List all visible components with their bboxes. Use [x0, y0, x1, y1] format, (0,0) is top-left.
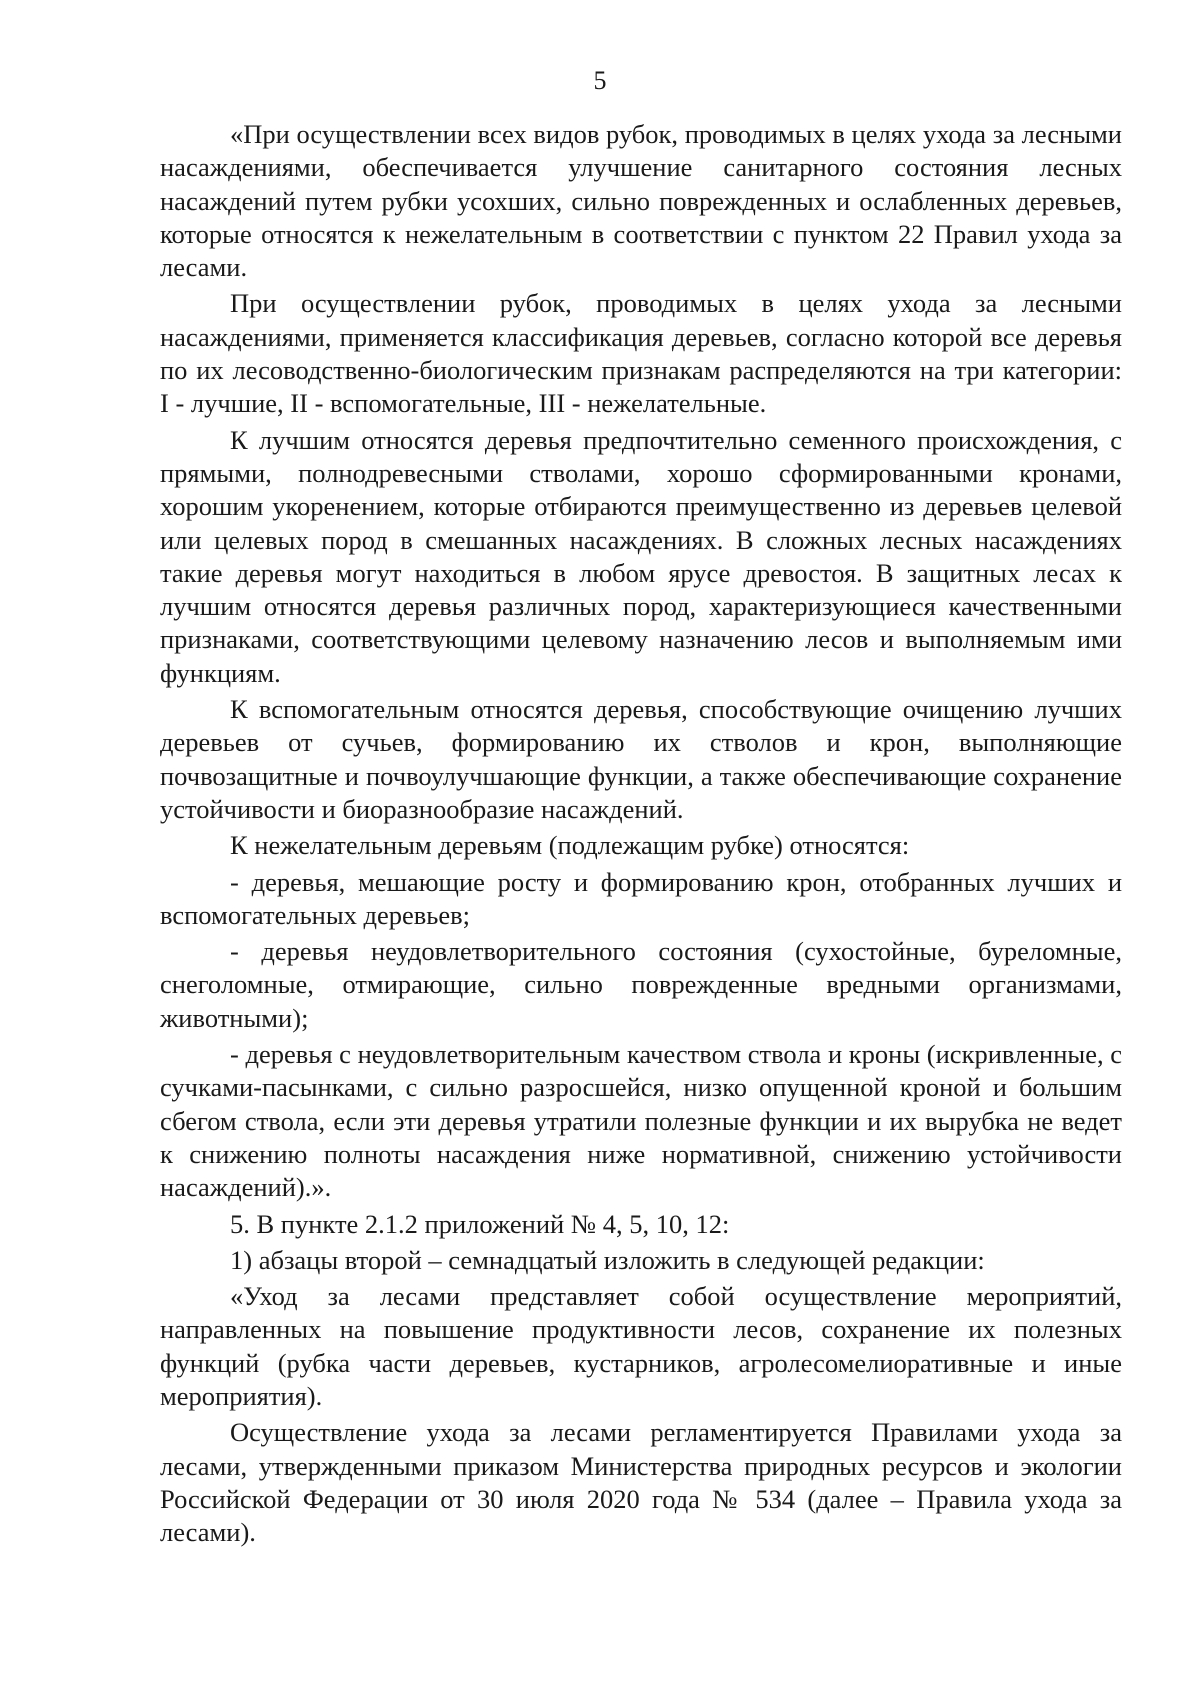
page-number: 5: [593, 66, 607, 95]
list-item-poor-condition-trees: - деревья неудовлетворительного состояния (сухостойные, буреломные, снеголомные, отмирающие, сильно поврежденные вредными организмами, животными);: [160, 936, 1122, 1033]
list-item-poor-quality-trees: - деревья с неудовлетворительным качеством ствола и кроны (искривленные, с сучками-пасынками, с сильно разросшейся, низко опущенной кроной и большим сбегом ствола, если эти деревья утратили полезные функции и их вырубка не ведет к снижению полноты насаждения ниже нормативной, снижению устойчивости насаждений).».: [160, 1039, 1122, 1203]
paragraph-best-trees: К лучшим относятся деревья предпочтительно семенного происхождения, с прямыми, полнодревесными стволами, хорошо сформированными кронами, хорошим укоренением, которые отбираются преимущественно из деревьев целевой или целевых пород в смешанных насаждениях. В сложных лесных насаждениях такие деревья могут находиться в любом ярусе древостоя. В защитных лесах к лучшим относятся деревья различных пород, характеризующиеся качественными признаками, соответствующими целевому назначению лесов и выполняемым ими функциям.: [160, 424, 1122, 688]
paragraph-undesirable-trees-intro: К нежелательным деревьям (подлежащим рубке) относятся:: [230, 830, 910, 861]
list-item-interfering-trees: - деревья, мешающие росту и формированию крон, отобранных лучших и вспомогательных деревьев;: [160, 866, 1122, 930]
paragraph-subitem-1: 1) абзацы второй – семнадцатый изложить в следующей редакции:: [230, 1244, 985, 1275]
paragraph-auxiliary-trees: К вспомогательным относятся деревья, способствующие очищению лучших деревьев от сучьев, формированию их стволов и крон, выполняющие почвозащитные и почвоулучшающие функции, а также обеспечивающие сохранение устойчивости и биоразнообразие насаждений.: [160, 694, 1122, 824]
paragraph-tree-classification: При осуществлении рубок, проводимых в целях ухода за лесными насаждениями, применяется классификация деревьев, согласно которой все деревья по их лесоводственно-биологическим признакам распределяются на три категории: I - лучшие, II - вспомогательные, III - нежелательные.: [160, 288, 1122, 419]
document-body: [160, 118, 1122, 1552]
paragraph-sanitary-condition: «При осуществлении всех видов рубок, проводимых в целях ухода за лесными насаждениями, обеспечивается улучшение санитарного состояния лесных насаждений путем рубки усохших, сильно поврежденных и ослабленных деревьев, которые относятся к нежелательным в соответствии с пунктом 22 Правил ухода за лесами.: [160, 119, 1122, 283]
paragraph-forest-care-rules: Осуществление ухода за лесами регламентируется Правилами ухода за лесами, утвержденными приказом Министерства природных ресурсов и экологии Российской Федерации от 30 июля 2020 года № 534 (далее – Правила ухода за лесами).: [160, 1417, 1122, 1548]
paragraph-item-5: 5. В пункте 2.1.2 приложений № 4, 5, 10, 12:: [230, 1208, 730, 1239]
paragraph-forest-care-definition: «Уход за лесами представляет собой осуществление мероприятий, направленных на повышение продуктивности лесов, сохранение их полезных функций (рубка части деревьев, кустарников, агролесомелиоративные и иные мероприятия).: [160, 1281, 1122, 1411]
